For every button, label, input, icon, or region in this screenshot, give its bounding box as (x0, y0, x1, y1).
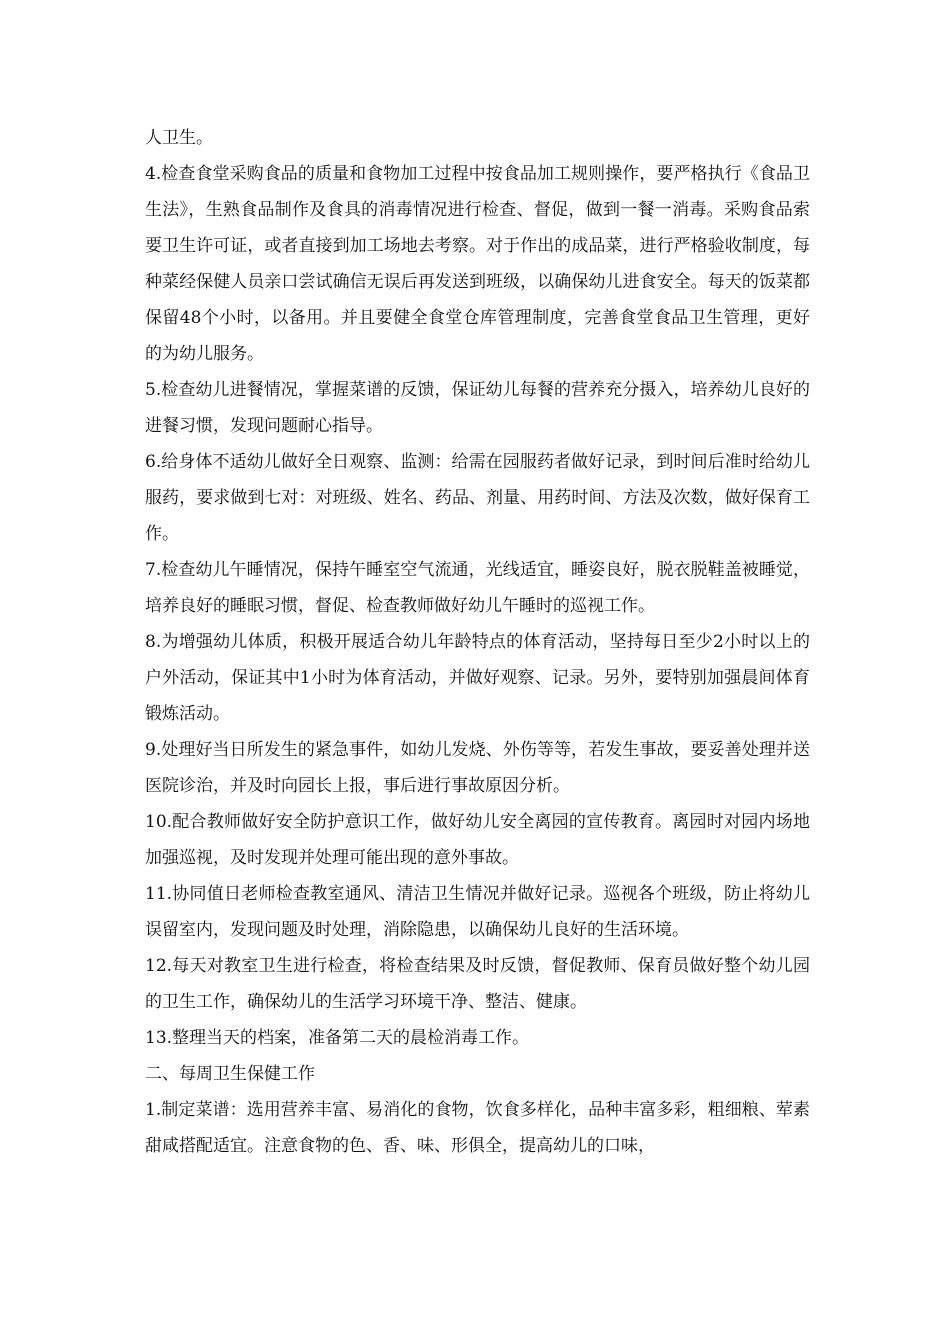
paragraph-item-10: 10.配合教师做好安全防护意识工作，做好幼儿安全离园的宣传教育。离园时对园内场地加强巡视，及时发现并处理可能出现的意外事故。 (145, 812, 810, 868)
paragraph-item-13: 13.整理当天的档案，准备第二天的晨检消毒工作。 (145, 1028, 530, 1048)
paragraph-item-4: 4.检查食堂采购食品的质量和食物加工过程中按食品加工规则操作，要严格执行《食品卫生法》，生熟食品制作及食具的消毒情况进行检查、督促，做到一餐一消毒。采购食品索要卫生许可证，或者直接到加工场地去考察。对于作出的成品菜，进行严格验收制度，每种菜经保健人员亲口尝试确信无误后再发送到班级，以确保幼儿进食安全。每天的饭菜都保留48个小时，以备用。并且要健全食堂仓库管理制度，完善食堂食品卫生管理，更好的为幼儿服务。 (145, 164, 810, 364)
section-heading-weekly: 二、每周卫生保健工作 (145, 1064, 315, 1084)
document-body (145, 120, 810, 1164)
paragraph-item-5: 5.检查幼儿进餐情况，掌握菜谱的反馈，保证幼儿每餐的营养充分摄入，培养幼儿良好的进餐习惯，发现问题耐心指导。 (145, 380, 810, 436)
paragraph-continuation: 人卫生。 (145, 128, 213, 148)
paragraph-item-12: 12.每天对教室卫生进行检查，将检查结果及时反馈，督促教师、保育员做好整个幼儿园的卫生工作，确保幼儿的生活学习环境干净、整洁、健康。 (145, 956, 810, 1012)
paragraph-item-7: 7.检查幼儿午睡情况，保持午睡室空气流通，光线适宜，睡姿良好，脱衣脱鞋盖被睡觉，培养良好的睡眠习惯，督促、检查教师做好幼儿午睡时的巡视工作。 (145, 560, 810, 616)
paragraph-item-11: 11.协同值日老师检查教室通风、清洁卫生情况并做好记录。巡视各个班级，防止将幼儿误留室内，发现问题及时处理，消除隐患，以确保幼儿良好的生活环境。 (145, 884, 810, 940)
paragraph-item-9: 9.处理好当日所发生的紧急事件，如幼儿发烧、外伤等等，若发生事故，要妥善处理并送医院诊治，并及时向园长上报，事后进行事故原因分析。 (145, 740, 810, 796)
paragraph-weekly-item-1: 1.制定菜谱：选用营养丰富、易消化的食物，饮食多样化，品种丰富多彩，粗细粮、荤素甜咸搭配适宜。注意食物的色、香、味、形俱全，提高幼儿的口味， (145, 1100, 810, 1156)
paragraph-item-6: 6.给身体不适幼儿做好全日观察、监测：给需在园服药者做好记录，到时间后准时给幼儿服药，要求做到七对：对班级、姓名、药品、剂量、用药时间、方法及次数，做好保育工作。 (145, 452, 810, 544)
paragraph-item-8: 8.为增强幼儿体质，积极开展适合幼儿年龄特点的体育活动，坚持每日至少2小时以上的户外活动，保证其中1小时为体育活动，并做好观察、记录。另外，要特别加强晨间体育锻炼活动。 (145, 632, 810, 724)
